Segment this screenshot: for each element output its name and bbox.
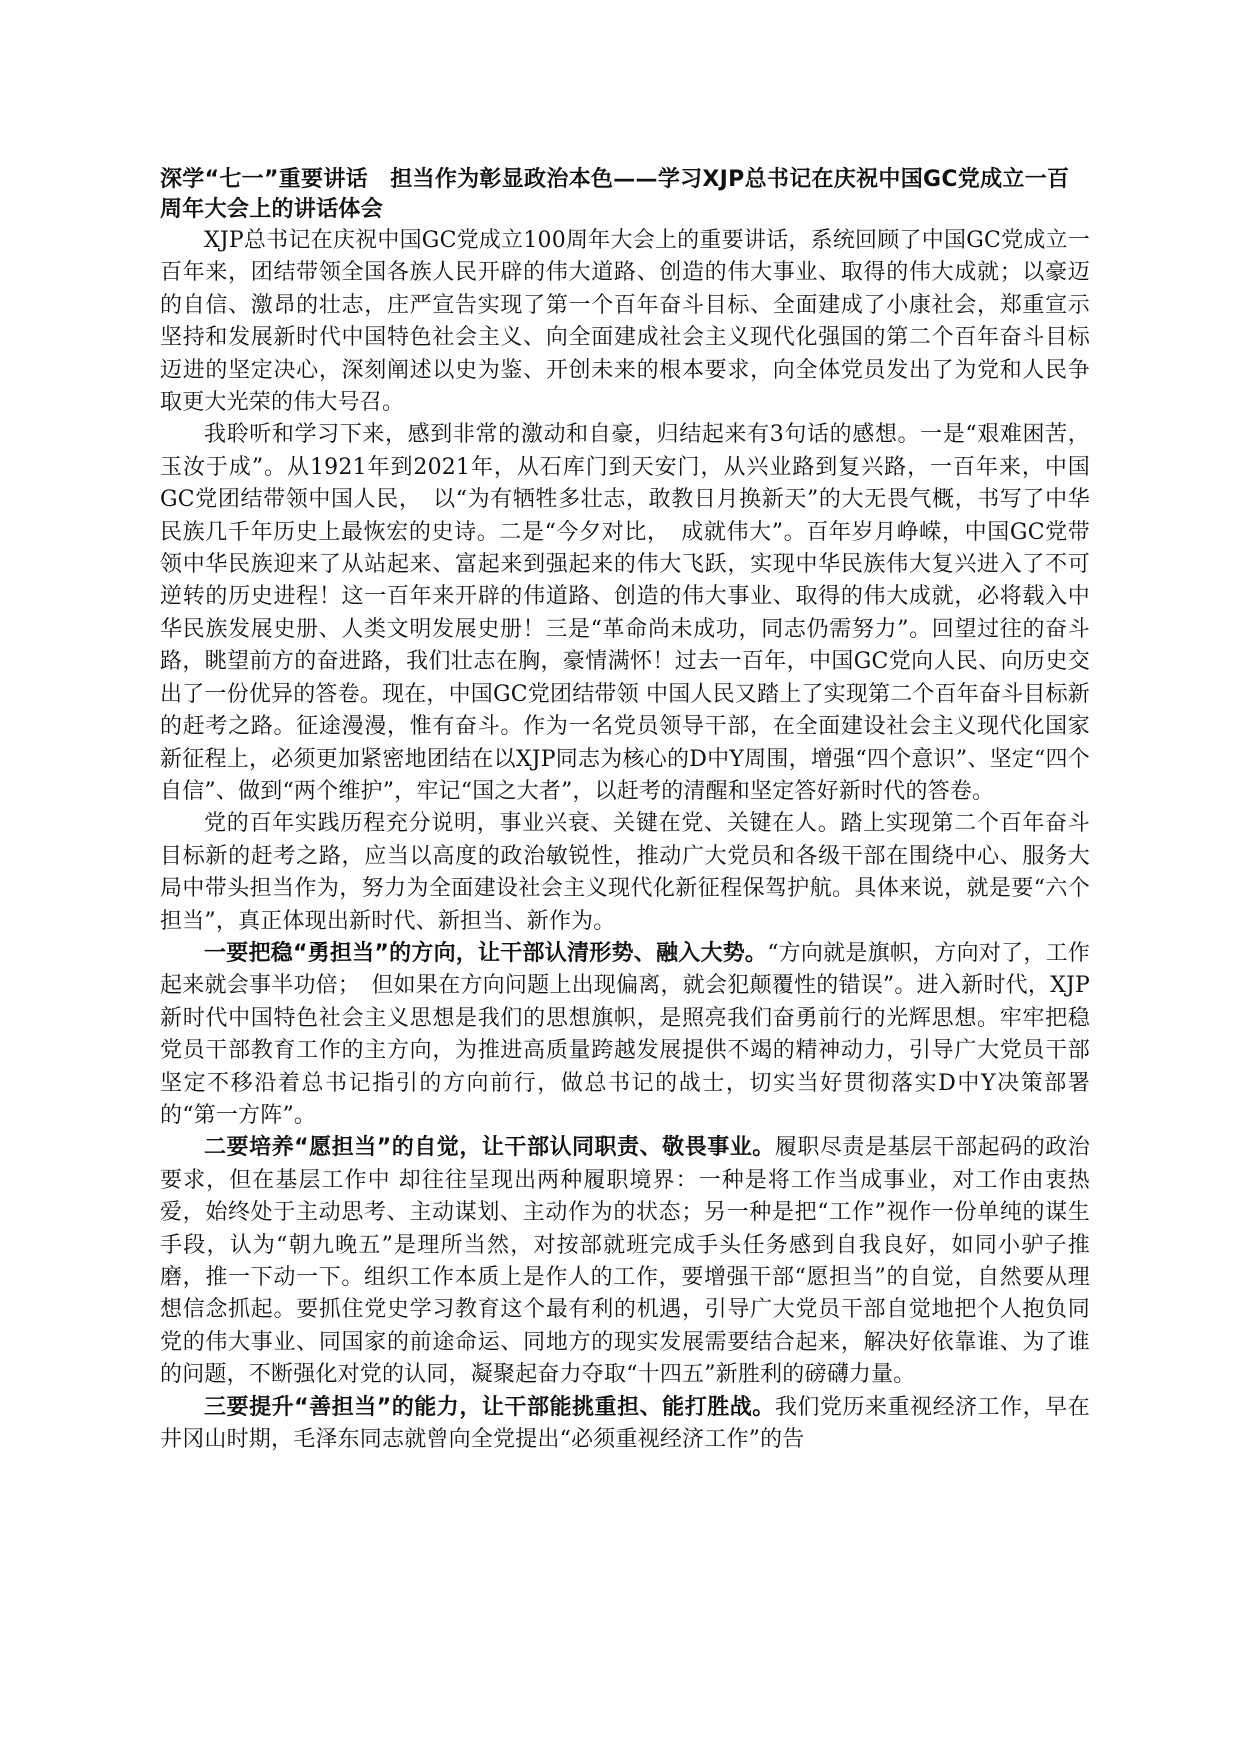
paragraph-point-one (160, 938, 1090, 1132)
paragraph-lead: 三要提升“善担当”的能力，让干部能挑重担、能打胜战。 (204, 1394, 775, 1420)
paragraph-text: XJP总书记在庆祝中国GC党成立100周年大会上的重要讲话，系统回顾了中国GC党成立一百年来，团结带领全国各族人民开辟的伟大道路、创造的伟大事业、取得的伟大成就；以豪迈的自信、激昂的壮志，庄严宣告实现了第一个百年奋斗目标、全面建成了小康社会，郑重宣示坚持和发展新时代中国特色社会主义、向全面建成社会主义现代化强国的第二个百年奋斗目标迈进的坚定决心，深刻阐述以史为鉴、开创未来的根本要求，向全体党员发出了为党和人民争取更大光荣的伟大号召。 (160, 228, 1090, 416)
paragraph-text: 我聆听和学习下来，感到非常的激动和自豪，归结起来有3句话的感想。一是“艰难困苦，玉汝于成”。从1921年到2021年，从石库门到天安门，从兴业路到复兴路，一百年来，中国GC党团结带领中国人民， 以“为有牺牲多壮志，敢教日月换新天”的大无畏气概，书写了中华民族几千年历史上最恢宏的史诗。二是“今夕对比， 成就伟大”。百年岁月峥嵘，中国GC党带领中华民族迎来了从站起来、富起来到强起来的伟大飞跃，实现中华民族伟大复兴进入了不可逆转的历史进程！这一百年来开辟的伟道路、创造的伟大事业、取得的伟大成就，必将载入中华民族发展史册、人类文明发展史册！三是“革命尚未成功，同志仍需努力”。回望过往的奋斗路，眺望前方的奋进路，我们壮志在胸，豪情满怀！过去一百年，中国GC党向人民、向历史交出了一份优异的答卷。现在，中国GC党团结带领 中国人民又踏上了实现第二个百年奋斗目标新的赶考之路。征途漫漫，惟有奋斗。作为一名党员领导干部，在全面建设社会主义现代化国家新征程上，必须更加紧密地团结在以XJP同志为核心的D中Y周围，增强“四个意识”、坚定“四个自信”、做到“两个维护”，牢记“国之大者”，以赶考的清醒和坚定答好新时代的答卷。 (160, 422, 1091, 804)
document-page (160, 165, 1090, 1456)
paragraph-six-responsibilities (160, 808, 1090, 938)
paragraph-text: 我们党历来重视经济工作，早在井冈山时期，毛泽东同志就曾向全党提出“必须重视经济工作”的告 (160, 1394, 1090, 1453)
document-title: 深学“七一”重要讲话 担当作为彰显政治本色——学习XJP总书记在庆祝中国GC党成立一百周年大会上的讲话体会 (160, 167, 1070, 222)
paragraph-point-three (160, 1392, 1090, 1457)
paragraph-point-two (160, 1132, 1090, 1391)
paragraph-intro (160, 225, 1090, 419)
paragraph-three-thoughts (160, 419, 1090, 808)
paragraph-text: 党的百年实践历程充分说明，事业兴衰、关键在党、关键在人。踏上实现第二个百年奋斗目标新的赶考之路，应当以高度的政治敏锐性，推动广大党员和各级干部在围绕中心、服务大局中带头担当作为，努力为全面建设社会主义现代化新征程保驾护航。具体来说，就是要“六个担当”，真正体现出新时代、新担当、新作为。 (160, 811, 1090, 934)
paragraph-text: 履职尽责是基层干部起码的政治要求，但在基层工作中 却往往呈现出两种履职境界：一种是将工作当成事业，对工作由衷热爱，始终处于主动思考、主动谋划、主动作为的状态；另一种是把“工作”视作一份单纯的谋生手段，认为“朝九晚五”是理所当然，对按部就班完成手头任务感到自我良好，如同小驴子推磨，推一下动一下。组织工作本质上是作人的工作，要增强干部“愿担当”的自觉，自然要从理想信念抓起。要抓住党史学习教育这个最有利的机遇，引导广大党员干部自觉地把个人抱负同党的伟大事业、同国家的前途命运、同地方的现实发展需要结合起来，解决好依靠谁、为了谁的问题，不断强化对党的认同，凝聚起奋力夺取“十四五”新胜利的磅礴力量。 (160, 1135, 1090, 1388)
paragraph-text: “方向就是旗帜，方向对了，工作起来就会事半功倍； 但如果在方向问题上出现偏离，就会犯颠覆性的错误”。进入新时代，XJP新时代中国特色社会主义思想是我们的思想旗帜，是照亮我们奋勇前行的光辉思想。牢牢把稳党员干部教育工作的主方向，为推进高质量跨越发展提供不竭的精神动力，引导广大党员干部坚定不移沿着总书记指引的方向前行，做总书记的战士，切实当好贯彻落实D中Y决策部署的“第一方阵”。 (160, 940, 1091, 1128)
paragraph-lead: 二要培养“愿担当”的自觉，让干部认同职责、敬畏事业。 (204, 1135, 775, 1161)
paragraph-lead: 一要把稳“勇担当”的方向，让干部认清形势、融入大势。 (204, 940, 768, 966)
